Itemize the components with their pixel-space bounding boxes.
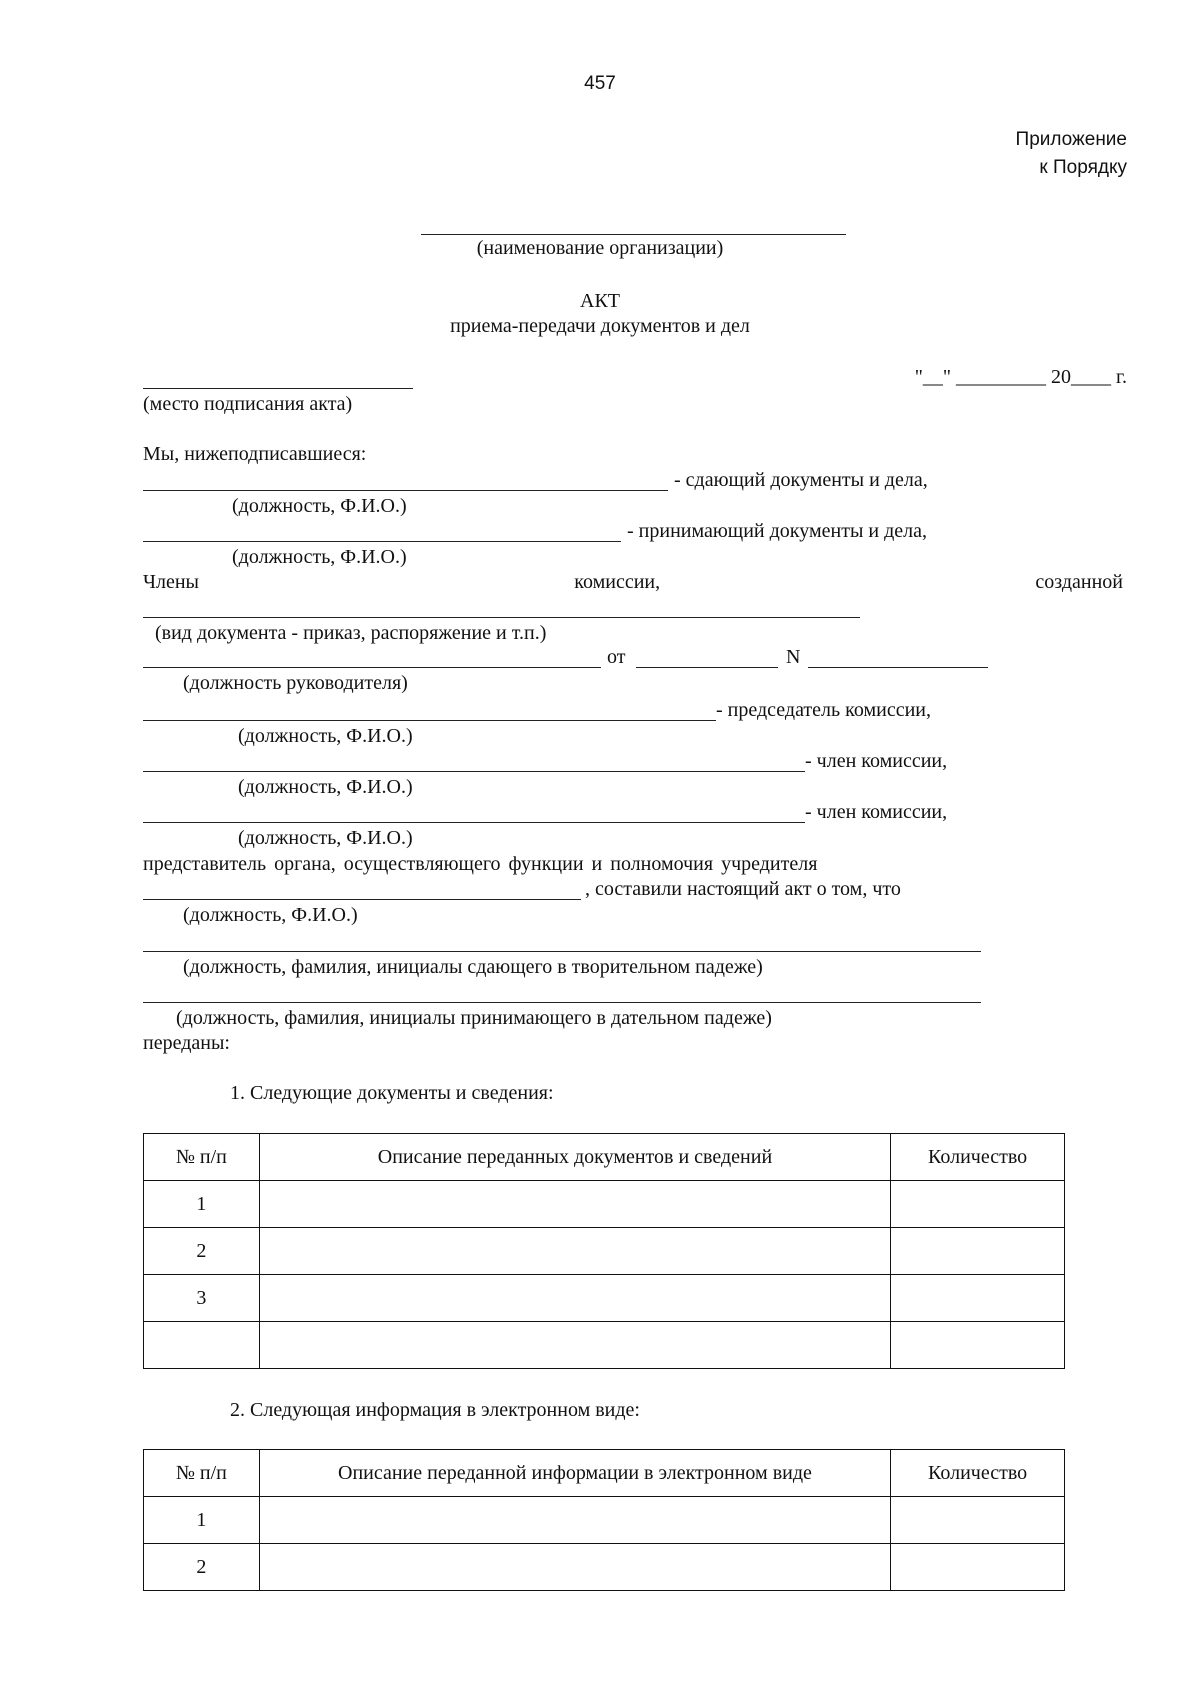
chairman-line: [143, 720, 716, 721]
members-word: Члены: [143, 571, 199, 593]
member-2-caption: (должность, Ф.И.О.): [238, 827, 413, 849]
handing-over-text: - сдающий документы и дела,: [674, 469, 928, 491]
organization-name-line: [421, 234, 846, 235]
organization-caption: (наименование организации): [476, 237, 724, 259]
act-date: "__" _________ 20____ г.: [914, 366, 1127, 388]
row-number-cell: 1: [144, 1497, 260, 1544]
commission-word: комиссии,: [574, 571, 661, 593]
from-label: от: [607, 646, 626, 668]
row-description-cell: [259, 1228, 890, 1275]
document-type-line: [143, 617, 860, 618]
receiving-text: - принимающий документы и дела,: [627, 520, 927, 542]
table-row: [144, 1275, 1065, 1322]
table-header-row: [144, 1450, 1065, 1497]
row-description-cell: [259, 1497, 890, 1544]
row-quantity-cell: [891, 1228, 1065, 1275]
table-row: [144, 1544, 1065, 1591]
row-description-cell: [259, 1322, 890, 1369]
row-quantity-cell: [891, 1322, 1065, 1369]
table-row: [144, 1322, 1065, 1369]
column-description-header: Описание переданных документов и сведений: [259, 1134, 890, 1181]
member-2-line: [143, 822, 805, 823]
chairman-text: - председатель комиссии,: [716, 699, 931, 721]
electronic-info-table: [143, 1449, 1065, 1591]
row-description-cell: [259, 1544, 890, 1591]
giver-line: [143, 951, 981, 952]
receiver-caption: (должность, фамилия, инициалы принимающего в дательном падеже): [176, 1007, 772, 1029]
giver-caption: (должность, фамилия, инициалы сдающего в творительном падеже): [183, 956, 763, 978]
head-position-line: [143, 667, 601, 668]
act-title: АКТ: [580, 290, 620, 312]
table-header-row: [144, 1134, 1065, 1181]
document-type-caption: (вид документа - приказ, распоряжение и т.п.): [155, 622, 547, 644]
row-number-cell: [144, 1322, 260, 1369]
column-number-header: № п/п: [144, 1450, 260, 1497]
documents-table: [143, 1133, 1065, 1369]
table-row: [144, 1497, 1065, 1544]
transferred-text: переданы:: [143, 1032, 230, 1054]
head-position-caption: (должность руководителя): [183, 672, 408, 694]
row-description-cell: [259, 1275, 890, 1322]
section-2-heading: 2. Следующая информация в электронном виде:: [230, 1399, 640, 1421]
column-number-header: № п/п: [144, 1134, 260, 1181]
column-quantity-header: Количество: [891, 1134, 1065, 1181]
receiver-line: [143, 1002, 981, 1003]
document-number-line: [808, 667, 988, 668]
compiled-text: , составили настоящий акт о том, что: [585, 878, 901, 900]
row-number-cell: 2: [144, 1228, 260, 1275]
table-row: [144, 1181, 1065, 1228]
representative-line: [143, 899, 581, 900]
number-label: N: [786, 646, 801, 668]
table-row: [144, 1228, 1065, 1275]
handing-over-line: [143, 490, 668, 491]
column-quantity-header: Количество: [891, 1450, 1065, 1497]
row-quantity-cell: [891, 1544, 1065, 1591]
intro-text: Мы, нижеподписавшиеся:: [143, 443, 367, 465]
section-1-heading: 1. Следующие документы и сведения:: [230, 1082, 554, 1104]
row-quantity-cell: [891, 1497, 1065, 1544]
handing-over-caption: (должность, Ф.И.О.): [232, 495, 407, 517]
signing-place-caption: (место подписания акта): [143, 393, 353, 415]
receiving-caption: (должность, Ф.И.О.): [232, 546, 407, 568]
member-1-caption: (должность, Ф.И.О.): [238, 776, 413, 798]
row-number-cell: 1: [144, 1181, 260, 1228]
appendix-line-1: Приложение: [1015, 129, 1127, 150]
row-description-cell: [259, 1181, 890, 1228]
created-word: созданной: [1035, 571, 1123, 593]
appendix-line-2: к Порядку: [1039, 157, 1127, 178]
document-date-line: [636, 667, 778, 668]
chairman-caption: (должность, Ф.И.О.): [238, 725, 413, 747]
column-description-header: Описание переданной информации в электронном виде: [259, 1450, 890, 1497]
member-1-line: [143, 771, 805, 772]
row-quantity-cell: [891, 1181, 1065, 1228]
receiving-line: [143, 541, 621, 542]
row-number-cell: 2: [144, 1544, 260, 1591]
signing-place-line: [143, 388, 413, 389]
row-number-cell: 3: [144, 1275, 260, 1322]
commission-members-row: [143, 570, 1123, 594]
row-quantity-cell: [891, 1275, 1065, 1322]
member-2-text: - член комиссии,: [805, 801, 948, 823]
member-1-text: - член комиссии,: [805, 750, 948, 772]
representative-text: представитель органа, осуществляющего функции и полномочия учредителя: [143, 853, 818, 875]
representative-caption: (должность, Ф.И.О.): [183, 904, 358, 926]
act-subtitle: приема-передачи документов и дел: [450, 315, 750, 337]
page-number: 457: [584, 73, 616, 94]
